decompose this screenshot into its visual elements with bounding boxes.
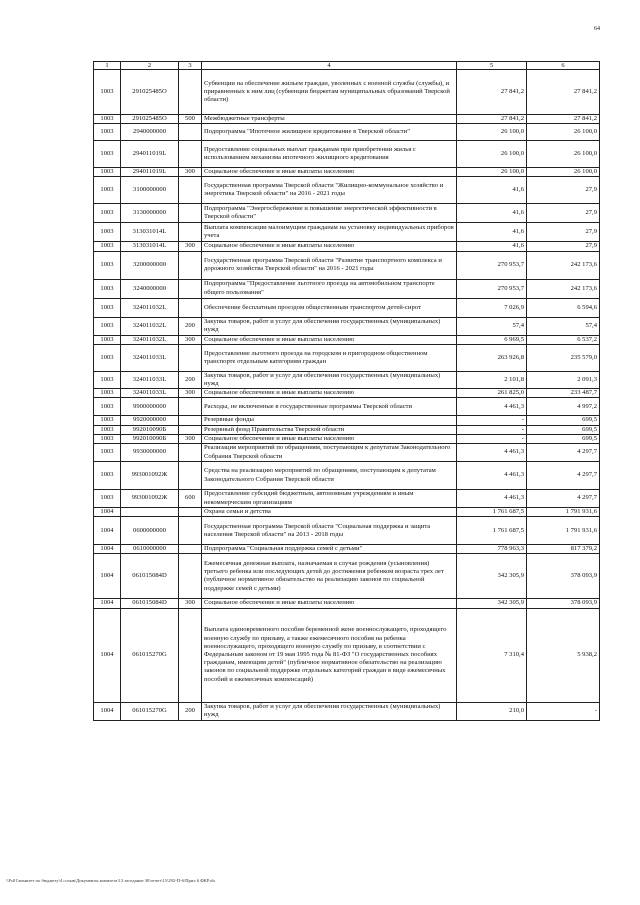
column-header: 3 [179, 62, 202, 70]
section-code: 1004 [94, 599, 121, 608]
item-name: Выплата компенсации малоимущим гражданам на установку индивидуальных приборов учета [202, 223, 457, 242]
target-code: 324011032L [121, 335, 179, 344]
amount-actual: 1 791 931,6 [527, 508, 600, 517]
section-code: 1003 [94, 70, 121, 115]
amount-planned: 27 841,2 [457, 115, 527, 124]
amount-actual: 27,9 [527, 223, 600, 242]
section-code: 1003 [94, 462, 121, 490]
expense-type [179, 177, 202, 204]
target-code: 3130000000 [121, 204, 179, 223]
section-code: 1004 [94, 554, 121, 599]
section-code: 1003 [94, 223, 121, 242]
table-row [94, 344, 600, 371]
target-code: 294011019L [121, 141, 179, 168]
amount-actual: 233 487,7 [527, 389, 600, 398]
amount-actual: 699,5 [527, 416, 600, 425]
amount-actual: 57,4 [527, 317, 600, 335]
amount-actual: 4 297,7 [527, 462, 600, 490]
expense-type [179, 416, 202, 425]
amount-planned: 41,6 [457, 223, 527, 242]
budget-table [93, 61, 600, 721]
expense-type [179, 124, 202, 141]
table-row [94, 335, 600, 344]
section-code: 1004 [94, 702, 121, 720]
section-code: 1003 [94, 204, 121, 223]
section-code: 1003 [94, 434, 121, 443]
table-row [94, 141, 600, 168]
amount-planned: 7 026,9 [457, 298, 527, 317]
table-row [94, 508, 600, 517]
table-row [94, 317, 600, 335]
expense-type [179, 141, 202, 168]
column-header: 6 [527, 62, 600, 70]
target-code: 324011033L [121, 389, 179, 398]
expense-type: 500 [179, 115, 202, 124]
amount-planned: - [457, 416, 527, 425]
amount-planned: 4 461,3 [457, 398, 527, 416]
target-code: 992010090Б [121, 425, 179, 434]
item-name: Социальное обеспечение и иные выплаты населению [202, 335, 457, 344]
target-code: 061015084D [121, 599, 179, 608]
section-code: 1003 [94, 344, 121, 371]
amount-planned: 210,0 [457, 702, 527, 720]
section-code: 1003 [94, 371, 121, 388]
expense-type [179, 517, 202, 545]
amount-planned: 27 841,2 [457, 70, 527, 115]
amount-actual: 27 841,2 [527, 115, 600, 124]
item-name: Реализация мероприятий по обращениям, поступающим к депутатам Законодательного Собрания Тверской области [202, 444, 457, 462]
section-code: 1003 [94, 416, 121, 425]
table-row [94, 398, 600, 416]
amount-planned: 270 953,7 [457, 279, 527, 298]
item-name: Расходы, не включенные в государственные программы Тверской области [202, 398, 457, 416]
target-code: 061015084D [121, 554, 179, 599]
amount-actual: - [527, 702, 600, 720]
amount-actual: 235 579,0 [527, 344, 600, 371]
amount-actual: 4 297,7 [527, 444, 600, 462]
section-code: 1003 [94, 279, 121, 298]
table-row [94, 70, 600, 115]
item-name: Социальное обеспечение и иные выплаты населению [202, 242, 457, 251]
expense-type [179, 425, 202, 434]
expense-type: 300 [179, 242, 202, 251]
target-code: 324011033L [121, 371, 179, 388]
item-name: Социальное обеспечение и иные выплаты населению [202, 168, 457, 177]
expense-type [179, 554, 202, 599]
expense-type [179, 608, 202, 702]
expense-type [179, 279, 202, 298]
expense-type [179, 545, 202, 554]
amount-actual: 27,9 [527, 204, 600, 223]
item-name: Предоставление социальных выплат гражданам при приобретении жилья с использованием механизма ипотечного жилищного кредитования [202, 141, 457, 168]
target-code: 3100000000 [121, 177, 179, 204]
amount-actual: 26 100,0 [527, 168, 600, 177]
target-code: 993001092Ж [121, 490, 179, 508]
amount-actual: 699,5 [527, 425, 600, 434]
section-code: 1003 [94, 242, 121, 251]
target-code: 324011032L [121, 317, 179, 335]
item-name: Социальное обеспечение и иные выплаты населению [202, 599, 457, 608]
amount-actual: 699,5 [527, 434, 600, 443]
target-code: 313031014L [121, 223, 179, 242]
target-code: 9900000000 [121, 398, 179, 416]
target-code: 324011032L [121, 298, 179, 317]
target-code: 992010090Б [121, 434, 179, 443]
section-code: 1004 [94, 545, 121, 554]
target-code: 9920000000 [121, 416, 179, 425]
expense-type [179, 398, 202, 416]
section-code: 1003 [94, 444, 121, 462]
amount-planned: 26 100,0 [457, 168, 527, 177]
amount-planned: 2 101,8 [457, 371, 527, 388]
item-name: Ежемесячная денежная выплата, назначаемая в случае рождения (усыновления) третьего ребенка или последующих детей до достижения ребенком возраста трех лет (публичное нормативное обязательство на реализацию законов по социальной поддержке семей с детьми) [202, 554, 457, 599]
file-path-footer: \\Fs01\комитет по бюджету\4 созыв\Документы комитета\13 заседание 30\отчет\13\292-П-6\Прил 6 ФКР.xls [6, 878, 216, 883]
expense-type: 300 [179, 168, 202, 177]
expense-type: 300 [179, 389, 202, 398]
target-code: 2940000000 [121, 124, 179, 141]
item-name: Охрана семьи и детства [202, 508, 457, 517]
amount-planned: 1 761 687,5 [457, 517, 527, 545]
amount-planned: 26 100,0 [457, 141, 527, 168]
section-code: 1004 [94, 608, 121, 702]
amount-planned: 4 461,3 [457, 444, 527, 462]
section-code: 1003 [94, 141, 121, 168]
section-code: 1003 [94, 298, 121, 317]
table-row [94, 545, 600, 554]
expense-type [179, 204, 202, 223]
table-row [94, 416, 600, 425]
item-name: Подпрограмма "Энергосбережение и повышение энергетической эффективности в Тверской области" [202, 204, 457, 223]
target-code: 324011033L [121, 344, 179, 371]
target-code: 9930000000 [121, 444, 179, 462]
expense-type [179, 298, 202, 317]
item-name: Государственная программа Тверской области "Жилищно-коммунальное хозяйство и энергетика Тверской области" на 2016 - 2021 годы [202, 177, 457, 204]
amount-actual: 817 379,2 [527, 545, 600, 554]
table-row [94, 517, 600, 545]
section-code: 1003 [94, 398, 121, 416]
section-code: 1003 [94, 317, 121, 335]
amount-actual: 27 841,2 [527, 70, 600, 115]
amount-planned: 57,4 [457, 317, 527, 335]
amount-actual: 4 297,7 [527, 490, 600, 508]
amount-actual: 27,9 [527, 242, 600, 251]
section-code: 1003 [94, 251, 121, 279]
table-row [94, 702, 600, 720]
section-code: 1003 [94, 490, 121, 508]
item-name: Обеспечение бесплатным проездом общественным транспортом детей-сирот [202, 298, 457, 317]
expense-type: 300 [179, 599, 202, 608]
target-code: 0600000000 [121, 517, 179, 545]
section-code: 1003 [94, 168, 121, 177]
table-row [94, 177, 600, 204]
section-code: 1003 [94, 177, 121, 204]
item-name: Подпрограмма "Предоставление льготного проезда на автомобильном транспорте общего пользования" [202, 279, 457, 298]
table-row [94, 444, 600, 462]
section-code: 1003 [94, 335, 121, 344]
table-row [94, 242, 600, 251]
section-code: 1003 [94, 124, 121, 141]
amount-planned: 4 461,3 [457, 462, 527, 490]
section-code: 1003 [94, 389, 121, 398]
amount-actual: 242 173,6 [527, 279, 600, 298]
expense-type: 200 [179, 317, 202, 335]
table-row [94, 279, 600, 298]
amount-actual: 6 594,6 [527, 298, 600, 317]
table-row [94, 462, 600, 490]
item-name: Средства на реализацию мероприятий по обращениям, поступающим к депутатам Законодательного Собрания Тверской области [202, 462, 457, 490]
amount-actual: 378 093,9 [527, 554, 600, 599]
section-code: 1004 [94, 508, 121, 517]
amount-actual: 242 173,6 [527, 251, 600, 279]
table-row [94, 223, 600, 242]
item-name: Выплата единовременного пособия беременной жене военнослужащего, проходящего военную службу по призыву, а также ежемесячного пособия на ребенка военнослужащего, проходящего военную службу по призыву, в соответствии с Федеральным законом от 19 мая 1995 года № 81-ФЗ "О государственных пособиях гражданам, имеющим детей" (публичное нормативное обязательство на реализацию законов по социальной поддержке отдельных категорий граждан в виде ежемесячных пособий и ежемесячных компенсаций) [202, 608, 457, 702]
expense-type: 300 [179, 434, 202, 443]
item-name: Социальное обеспечение и иные выплаты населению [202, 434, 457, 443]
expense-type [179, 444, 202, 462]
table-row [94, 608, 600, 702]
target-code [121, 508, 179, 517]
expense-type [179, 344, 202, 371]
item-name: Подпрограмма "Ипотечное жилищное кредитование в Тверской области" [202, 124, 457, 141]
amount-planned: 41,6 [457, 204, 527, 223]
amount-actual: 4 997,2 [527, 398, 600, 416]
amount-planned: 41,6 [457, 242, 527, 251]
expense-type: 600 [179, 490, 202, 508]
page-number: 64 [594, 26, 600, 32]
expense-type [179, 462, 202, 490]
column-header: 4 [202, 62, 457, 70]
item-name: Резервные фонды [202, 416, 457, 425]
table-row [94, 168, 600, 177]
table-row [94, 298, 600, 317]
amount-planned: 263 926,8 [457, 344, 527, 371]
item-name: Субвенции на обеспечение жильем граждан, уволенных с военной службы (службы), и приравненных к ним лиц (субвенции бюджетам муниципальных образований Тверской области) [202, 70, 457, 115]
table-row [94, 434, 600, 443]
amount-actual: 1 791 931,6 [527, 517, 600, 545]
item-name: Государственная программа Тверской области "Развитие транспортного комплекса и дорожного хозяйства Тверской области" на 2016 - 2021 годы [202, 251, 457, 279]
amount-actual: 26 100,0 [527, 141, 600, 168]
expense-type [179, 223, 202, 242]
target-code: 061015270G [121, 702, 179, 720]
amount-planned: 26 100,0 [457, 124, 527, 141]
amount-planned: 342 305,9 [457, 554, 527, 599]
item-name: Подпрограмма "Социальная поддержка семей с детьми" [202, 545, 457, 554]
table-row [94, 554, 600, 599]
amount-planned: 1 761 687,5 [457, 508, 527, 517]
expense-type [179, 251, 202, 279]
amount-planned: - [457, 434, 527, 443]
column-header: 2 [121, 62, 179, 70]
amount-planned: 261 825,0 [457, 389, 527, 398]
target-code: 291025485О [121, 70, 179, 115]
section-code: 1004 [94, 517, 121, 545]
item-name: Предоставление субсидий бюджетным, автономным учреждениям и иным некоммерческим организациям [202, 490, 457, 508]
table-row [94, 251, 600, 279]
expense-type: 200 [179, 702, 202, 720]
amount-planned: - [457, 425, 527, 434]
column-header: 5 [457, 62, 527, 70]
table-row [94, 115, 600, 124]
amount-actual: 378 093,9 [527, 599, 600, 608]
header-row [94, 62, 600, 70]
expense-type: 200 [179, 371, 202, 388]
amount-actual: 5 938,2 [527, 608, 600, 702]
table-row [94, 599, 600, 608]
table-row [94, 371, 600, 388]
item-name: Закупка товаров, работ и услуг для обеспечения государственных (муниципальных) нужд [202, 702, 457, 720]
section-code: 1003 [94, 115, 121, 124]
item-name: Закупка товаров, работ и услуг для обеспечения государственных (муниципальных) нужд [202, 317, 457, 335]
amount-planned: 778 963,3 [457, 545, 527, 554]
item-name: Резервный фонд Правительства Тверской области [202, 425, 457, 434]
table-row [94, 490, 600, 508]
table-row [94, 124, 600, 141]
expense-type [179, 508, 202, 517]
target-code: 313031014L [121, 242, 179, 251]
table-row [94, 425, 600, 434]
table-row [94, 389, 600, 398]
target-code: 3200000000 [121, 251, 179, 279]
expense-type: 300 [179, 335, 202, 344]
item-name: Закупка товаров, работ и услуг для обеспечения государственных (муниципальных) нужд [202, 371, 457, 388]
amount-actual: 6 537,2 [527, 335, 600, 344]
amount-planned: 41,6 [457, 177, 527, 204]
amount-planned: 270 953,7 [457, 251, 527, 279]
amount-actual: 2 091,3 [527, 371, 600, 388]
amount-actual: 27,9 [527, 177, 600, 204]
column-header: 1 [94, 62, 121, 70]
expense-type [179, 70, 202, 115]
item-name: Социальное обеспечение и иные выплаты населению [202, 389, 457, 398]
target-code: 0610000000 [121, 545, 179, 554]
amount-planned: 4 461,3 [457, 490, 527, 508]
amount-planned: 7 310,4 [457, 608, 527, 702]
target-code: 3240000000 [121, 279, 179, 298]
item-name: Государственная программа Тверской области "Социальная поддержка и защита населения Тверской области" на 2013 - 2018 годы [202, 517, 457, 545]
table-row [94, 204, 600, 223]
item-name: Межбюджетные трансферты [202, 115, 457, 124]
amount-planned: 342 305,9 [457, 599, 527, 608]
target-code: 291025485О [121, 115, 179, 124]
amount-actual: 26 100,0 [527, 124, 600, 141]
target-code: 294011019L [121, 168, 179, 177]
section-code: 1003 [94, 425, 121, 434]
item-name: Предоставление льготного проезда на городском и пригородном общественном транспорте отдельным категориям граждан [202, 344, 457, 371]
target-code: 993001092Ж [121, 462, 179, 490]
amount-planned: 6 969,5 [457, 335, 527, 344]
target-code: 061015270G [121, 608, 179, 702]
